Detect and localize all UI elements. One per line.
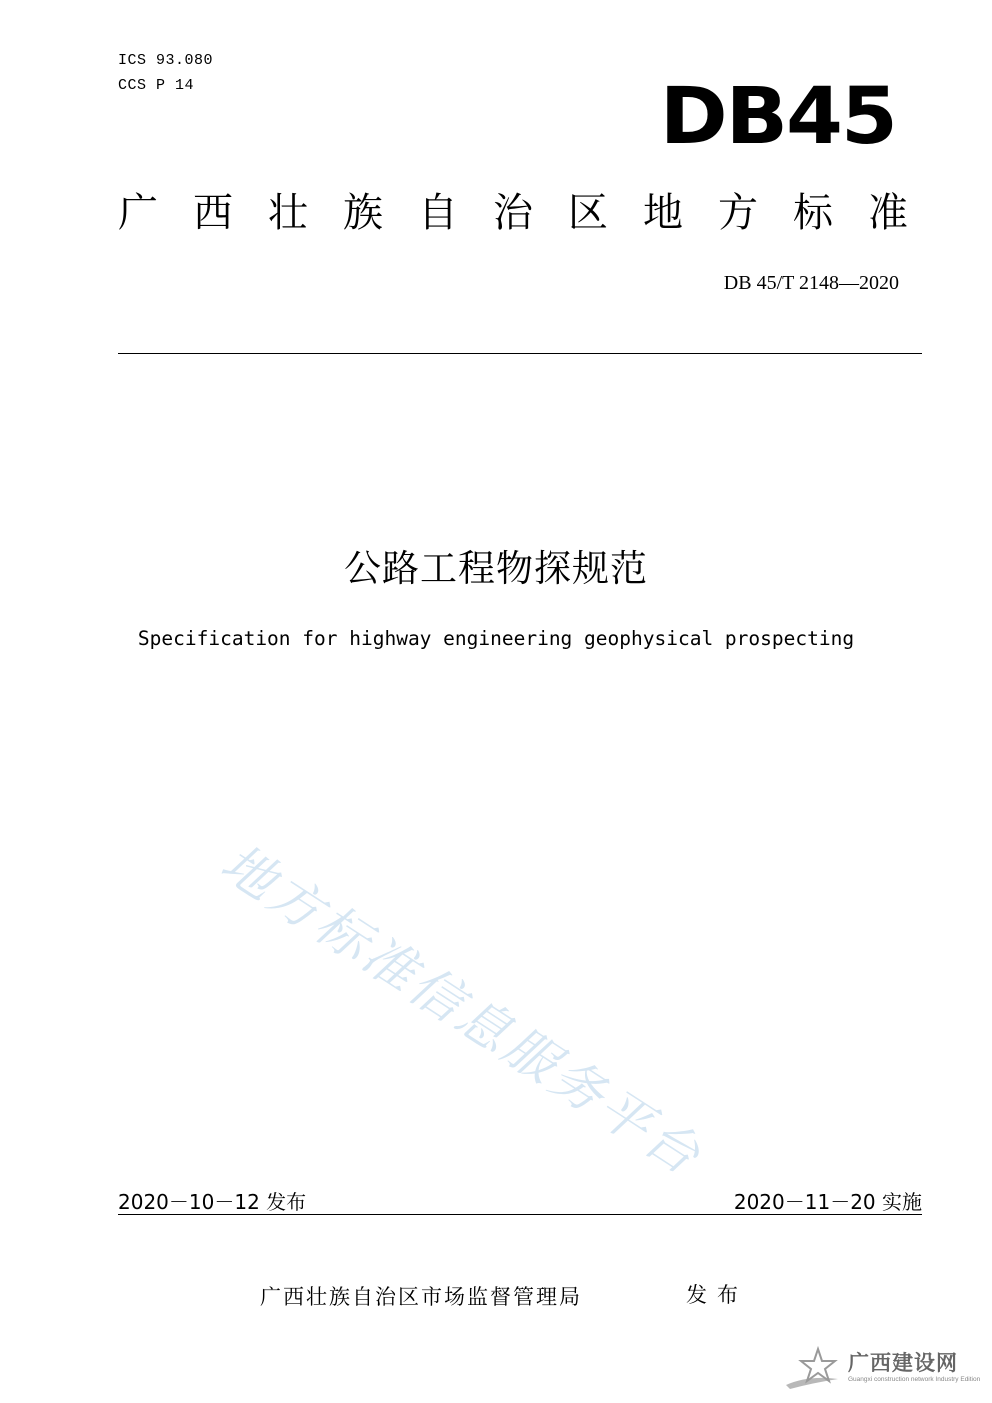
standard-type-char: 地 [643, 190, 683, 236]
standard-type-char: 广 [118, 190, 158, 236]
issuing-authority: 广西壮族自治区市场监督管理局 [260, 1285, 582, 1309]
db45-mark: DB45 [660, 72, 896, 162]
issue-action: 发布 [686, 1283, 748, 1307]
implementation-date: 2020－11－20 实施 [733, 1190, 922, 1214]
site-logo-tagline: Guangxi construction network Industry Edition [848, 1376, 981, 1383]
standard-type-char: 准 [868, 190, 908, 236]
top-divider [118, 353, 922, 354]
site-logo [784, 1345, 984, 1393]
standard-type-char: 区 [568, 190, 608, 236]
title-chinese: 公路工程物探规范 [344, 547, 648, 590]
standard-type-char: 自 [418, 190, 458, 236]
ccs-code: CCS P 14 [118, 77, 195, 94]
star-swoosh-icon [784, 1345, 842, 1391]
standard-type-char: 方 [718, 190, 758, 236]
ics-code: ICS 93.080 [118, 52, 214, 69]
standard-type-heading [118, 190, 908, 236]
watermark-text: 地方标准信息服务平台 [210, 832, 713, 1189]
title-english: Specification for highway engineering geophysical prospecting [137, 627, 855, 650]
standard-type-char: 西 [193, 190, 233, 236]
standard-type-char: 族 [343, 190, 383, 236]
bottom-divider [118, 1214, 922, 1215]
standard-number: DB 45/T 2148—2020 [723, 272, 899, 294]
issue-date: 2020－10－12 发布 [118, 1190, 307, 1214]
standard-type-char: 治 [493, 190, 533, 236]
standard-type-char: 标 [793, 190, 833, 236]
standard-type-char: 壮 [268, 190, 308, 236]
site-logo-name: 广西建设网 [848, 1350, 958, 1375]
